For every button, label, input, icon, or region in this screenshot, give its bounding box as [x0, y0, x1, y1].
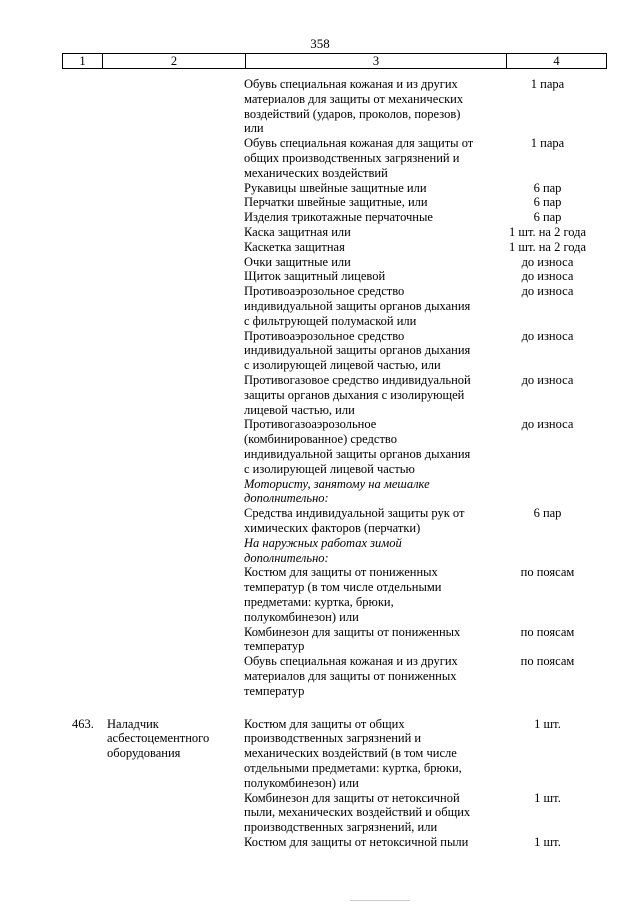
- item-name-line: Комбинезон для защиты от пониженных: [244, 624, 461, 639]
- item-name-line: Каска защитная или: [244, 225, 351, 239]
- item-name-line: дополнительно:: [244, 491, 329, 506]
- item-quantity: по поясам: [520, 624, 575, 639]
- item-name-line: Обувь специальная кожаная и из других: [244, 654, 458, 669]
- item-quantity: 1 шт. на 2 года: [508, 239, 587, 254]
- entry-number: 463.: [72, 716, 94, 731]
- item-quantity: по поясам: [520, 654, 575, 669]
- item-name: [244, 136, 489, 180]
- item-name: [244, 255, 489, 270]
- item-name-line: с изолирующей лицевой частью, или: [244, 358, 441, 373]
- item-name-line: воздействий (ударов, проколов, порезов): [244, 106, 461, 121]
- item-name-line: Перчатки швейные защитные, или: [244, 195, 428, 210]
- item-name-line: Рукавицы швейные защитные или: [244, 180, 427, 195]
- item-name-line: Каскетка защитная: [244, 239, 345, 254]
- item-quantity: 1 пара: [530, 77, 565, 91]
- item-name-line: материалов для защиты от механических: [244, 91, 464, 106]
- item-name: [244, 417, 489, 476]
- item-name-line: Обувь специальная кожаная и из других: [244, 77, 458, 91]
- item-name-line: температур (в том числе отдельными: [244, 580, 442, 595]
- item-name: [244, 565, 489, 624]
- item-quantity: до износа: [521, 269, 574, 284]
- profession-name: [107, 717, 237, 761]
- header-col-2: 2: [103, 54, 246, 68]
- item-name: [244, 284, 489, 328]
- item-name-line: дополнительно:: [244, 550, 329, 565]
- item-name-line: материалов для защиты от пониженных: [244, 668, 457, 683]
- item-name-line: производственных загрязнений, или: [244, 820, 438, 835]
- item-name: [244, 625, 489, 655]
- item-name-line: Противогазовое средство индивидуальной: [244, 373, 471, 387]
- item-name-line: Комбинезон для защиты от нетоксичной: [244, 790, 460, 805]
- item-name-line: Противоаэрозольное средство: [244, 284, 405, 299]
- item-name-line: Костюм для защиты от пониженных: [244, 565, 438, 580]
- item-name: [244, 329, 489, 373]
- item-name-line: Противогазоаэрозольное: [244, 417, 377, 432]
- item-name-line: Очки защитные или: [244, 254, 351, 269]
- item-name-line: механических воздействий: [244, 165, 388, 180]
- item-name-line: производственных загрязнений и: [244, 731, 422, 746]
- footer-divider: [350, 900, 410, 901]
- item-name: [244, 477, 489, 507]
- item-name: [244, 77, 489, 136]
- item-name: [244, 506, 489, 536]
- item-name: [244, 195, 489, 210]
- item-name-line: температур: [244, 639, 305, 654]
- item-quantity: до износа: [521, 254, 574, 269]
- item-quantity: до износа: [521, 417, 574, 432]
- item-name-line: отдельными предметами: куртка, брюки,: [244, 760, 462, 775]
- item-quantity: по поясам: [520, 565, 575, 580]
- item-name-line: индивидуальной защиты органов дыхания: [244, 446, 471, 461]
- item-name-line: полукомбинезон) или: [244, 775, 359, 790]
- item-name-line: Мотористу, занятому на мешалке: [244, 476, 430, 491]
- table-header: [62, 53, 607, 69]
- item-name-line: пыли, механических воздействий и общих: [244, 805, 471, 820]
- item-name-line: температур: [244, 683, 305, 698]
- item-name-line: или: [244, 121, 264, 136]
- item-name-line: На наружных работах зимой: [244, 535, 402, 550]
- item-name-line: химических факторов (перчатки): [244, 520, 421, 535]
- header-col-4: 4: [553, 54, 560, 68]
- item-name-line: общих производственных загрязнений и: [244, 150, 460, 165]
- item-name-line: индивидуальной защиты органов дыхания: [244, 298, 471, 313]
- item-name-line: (комбинированное) средство: [244, 432, 397, 447]
- item-name-line: полукомбинезон) или: [244, 609, 359, 624]
- profession-line: асбестоцементного: [107, 731, 210, 746]
- item-name-line: защиты органов дыхания с изолирующей: [244, 387, 465, 402]
- item-name: [244, 225, 489, 240]
- item-name: [244, 373, 489, 417]
- item-name-line: Средства индивидуальной защиты рук от: [244, 506, 465, 521]
- item-name: [244, 536, 489, 566]
- item-name-line: Костюм для защиты от нетоксичной пыли: [244, 835, 469, 849]
- item-quantity: до износа: [521, 373, 574, 387]
- item-name-line: с фильтрующей полумаской или: [244, 313, 417, 328]
- item-quantity: 6 пар: [533, 180, 562, 195]
- item-quantity: 6 пар: [533, 210, 562, 225]
- item-quantity: до износа: [521, 284, 574, 299]
- item-name: [244, 791, 489, 835]
- item-quantity: 1 пара: [530, 136, 565, 151]
- item-name: [244, 835, 489, 850]
- item-quantity: 6 пар: [533, 506, 562, 521]
- item-name: [244, 181, 489, 196]
- header-col-1: 1: [63, 54, 103, 68]
- item-name-line: лицевой частью, или: [244, 402, 355, 417]
- item-name: [244, 654, 489, 698]
- item-name-line: с изолирующей лицевой частью: [244, 461, 415, 476]
- item-name-line: предметами: куртка, брюки,: [244, 594, 394, 609]
- item-name: [244, 269, 489, 284]
- page-number: 358: [310, 36, 330, 51]
- profession-line: оборудования: [107, 746, 181, 761]
- item-name: [244, 717, 489, 791]
- item-name-line: механических воздействий (в том числе: [244, 746, 457, 761]
- item-quantity: 1 шт.: [534, 716, 561, 731]
- item-quantity: 6 пар: [533, 195, 562, 210]
- item-name-line: Изделия трикотажные перчаточные: [244, 210, 433, 225]
- item-name-line: индивидуальной защиты органов дыхания: [244, 343, 471, 358]
- item-name-line: Обувь специальная кожаная для защиты от: [244, 136, 474, 151]
- profession-line: Наладчик: [107, 716, 159, 731]
- item-quantity: 1 шт.: [534, 790, 561, 805]
- item-quantity: 1 шт.: [534, 835, 561, 849]
- item-quantity: 1 шт. на 2 года: [508, 225, 587, 239]
- item-name: [244, 210, 489, 225]
- header-col-3: 3: [246, 54, 507, 68]
- item-name-line: Противоаэрозольное средство: [244, 328, 405, 343]
- item-name: [244, 240, 489, 255]
- item-quantity: до износа: [521, 328, 574, 343]
- item-name-line: Щиток защитный лицевой: [244, 269, 386, 284]
- item-name-line: Костюм для защиты от общих: [244, 716, 405, 731]
